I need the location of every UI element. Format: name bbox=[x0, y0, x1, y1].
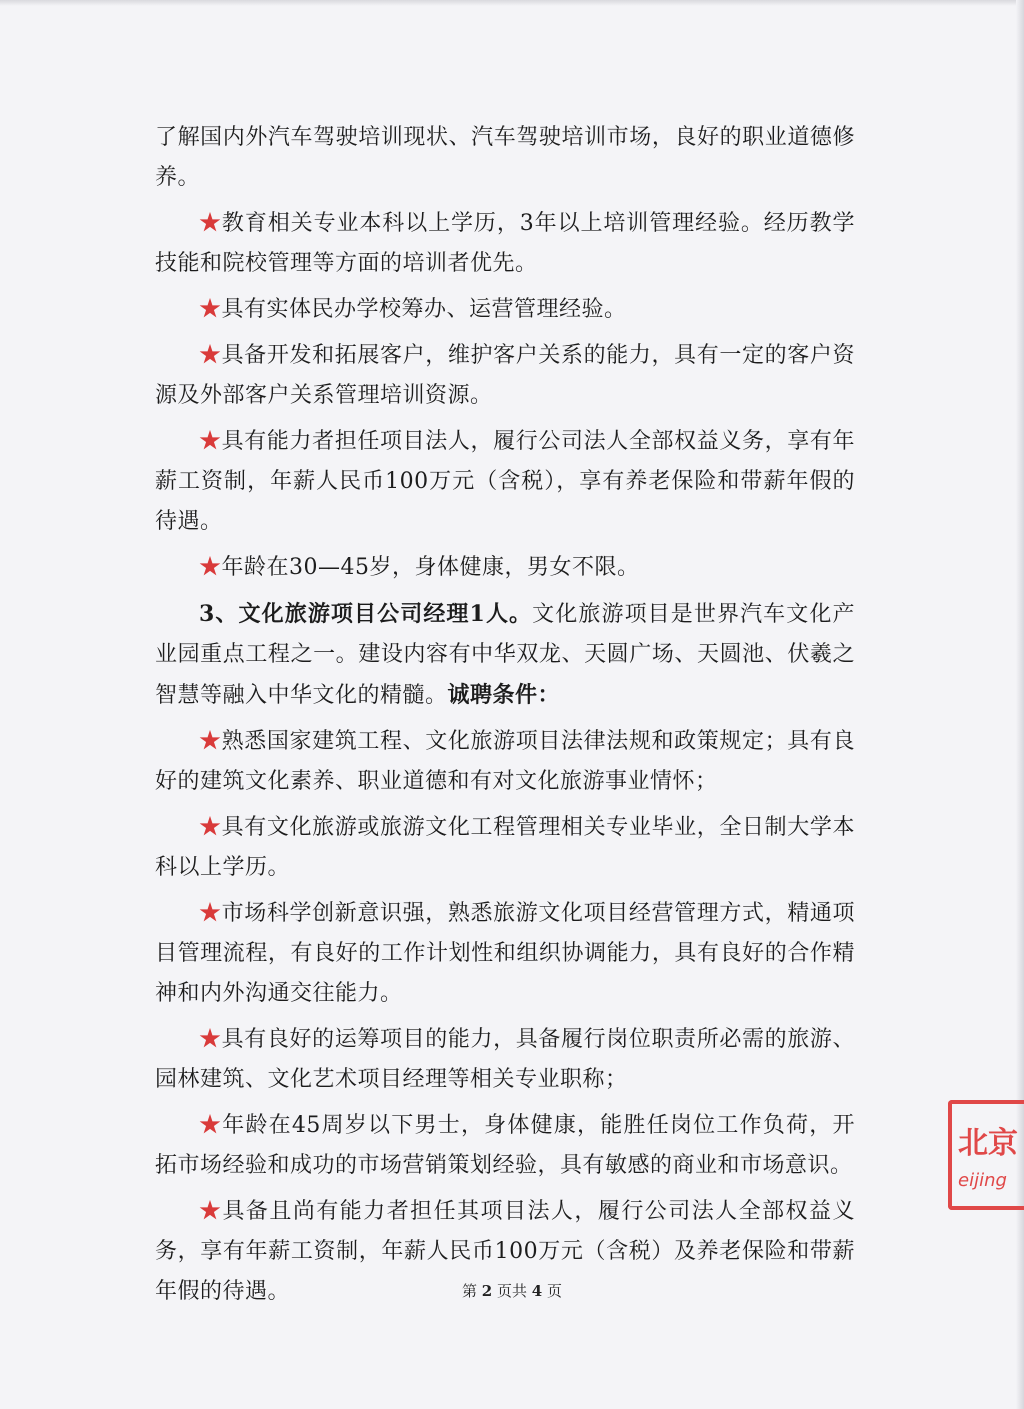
star-bullet-icon: ★ bbox=[199, 297, 222, 322]
stamp-english-text: eijing bbox=[958, 1170, 1007, 1191]
star-bullet-icon: ★ bbox=[199, 1113, 223, 1138]
paragraph-6 bbox=[155, 548, 855, 588]
paragraph-text: 具有文化旅游或旅游文化工程管理相关专业毕业，全日制大学本科以上学历。 bbox=[155, 815, 855, 880]
paragraph-5 bbox=[155, 422, 855, 542]
total-page-number: 4 bbox=[531, 1282, 543, 1300]
star-bullet-icon: ★ bbox=[199, 1027, 222, 1052]
red-seal-stamp bbox=[948, 1100, 1024, 1210]
paragraph-text: 年龄在30—45岁，身体健康，男女不限。 bbox=[221, 555, 640, 580]
paragraph-text: 市场科学创新意识强，熟悉旅游文化项目经营管理方式，精通项目管理流程，有良好的工作计划性和组织协调能力，具有良好的合作精神和内外沟通交往能力。 bbox=[155, 901, 855, 1006]
paragraph-3 bbox=[155, 290, 855, 330]
paragraph-8 bbox=[155, 722, 855, 802]
scan-edge-top bbox=[0, 0, 1024, 6]
paragraph-text: 年龄在45周岁以下男士，身体健康，能胜任岗位工作负荷，开拓市场经验和成功的市场营销策划经验，具有敏感的商业和市场意识。 bbox=[155, 1113, 855, 1178]
paragraph-4 bbox=[155, 336, 855, 416]
paragraph-text: 具有良好的运筹项目的能力，具备履行岗位职责所必需的旅游、园林建筑、文化艺术项目经理等相关专业职称； bbox=[155, 1027, 855, 1092]
star-bullet-icon: ★ bbox=[199, 901, 222, 926]
paragraph-text: 具有能力者担任项目法人，履行公司法人全部权益义务，享有年薪工资制，年薪人民币100万元（含税），享有养老保险和带薪年假的待遇。 bbox=[155, 429, 855, 534]
paragraph-1 bbox=[155, 118, 855, 198]
star-bullet-icon: ★ bbox=[199, 815, 222, 840]
paragraph-text: 具备开发和拓展客户，维护客户关系的能力，具有一定的客户资源及外部客户关系管理培训资源。 bbox=[155, 343, 855, 408]
paragraph-text: 具有实体民办学校筹办、运营管理经验。 bbox=[221, 297, 627, 322]
star-bullet-icon: ★ bbox=[199, 729, 222, 754]
section-3-title: 3、文化旅游项目公司经理1人。 bbox=[199, 601, 533, 627]
paragraph-text: 文化旅游项目是世界汽车文化产业园重点工程之一。建设内容有中华双龙、天圆广场、天圆池、伏羲之智慧等融入中华文化的精髓。 bbox=[155, 602, 855, 708]
paragraph-10 bbox=[155, 894, 855, 1014]
paragraph-11 bbox=[155, 1020, 855, 1100]
star-bullet-icon: ★ bbox=[199, 211, 222, 236]
paragraph-text: 具备且尚有能力者担任其项目法人，履行公司法人全部权益义务，享有年薪工资制，年薪人民币100万元（含税）及养老保险和带薪年假的待遇。 bbox=[155, 1199, 855, 1304]
current-page-number: 2 bbox=[481, 1282, 493, 1300]
stamp-chinese-text: 北京 bbox=[958, 1126, 1018, 1161]
footer-prefix: 第 bbox=[461, 1282, 477, 1300]
footer-middle: 页共 bbox=[496, 1282, 527, 1300]
document-body bbox=[155, 118, 855, 1318]
footer-suffix: 页 bbox=[547, 1282, 563, 1300]
paragraph-text: 教育相关专业本科以上学历，3年以上培训管理经验。经历教学技能和院校管理等方面的培训者优先。 bbox=[155, 211, 855, 276]
paragraph-12 bbox=[155, 1106, 855, 1186]
page-number-footer bbox=[0, 1280, 1024, 1301]
section-3-heading-paragraph bbox=[155, 594, 855, 716]
paragraph-9 bbox=[155, 808, 855, 888]
paragraph-text: 了解国内外汽车驾驶培训现状、汽车驾驶培训市场，良好的职业道德修养。 bbox=[155, 125, 855, 190]
star-bullet-icon: ★ bbox=[199, 343, 222, 368]
paragraph-text: 熟悉国家建筑工程、文化旅游项目法律法规和政策规定；具有良好的建筑文化素养、职业道德和有对文化旅游事业情怀； bbox=[155, 729, 855, 794]
star-bullet-icon: ★ bbox=[199, 555, 222, 580]
star-bullet-icon: ★ bbox=[199, 429, 222, 454]
recruitment-conditions-label: 诚聘条件： bbox=[447, 682, 561, 708]
paragraph-2 bbox=[155, 204, 855, 284]
star-bullet-icon: ★ bbox=[199, 1199, 223, 1224]
